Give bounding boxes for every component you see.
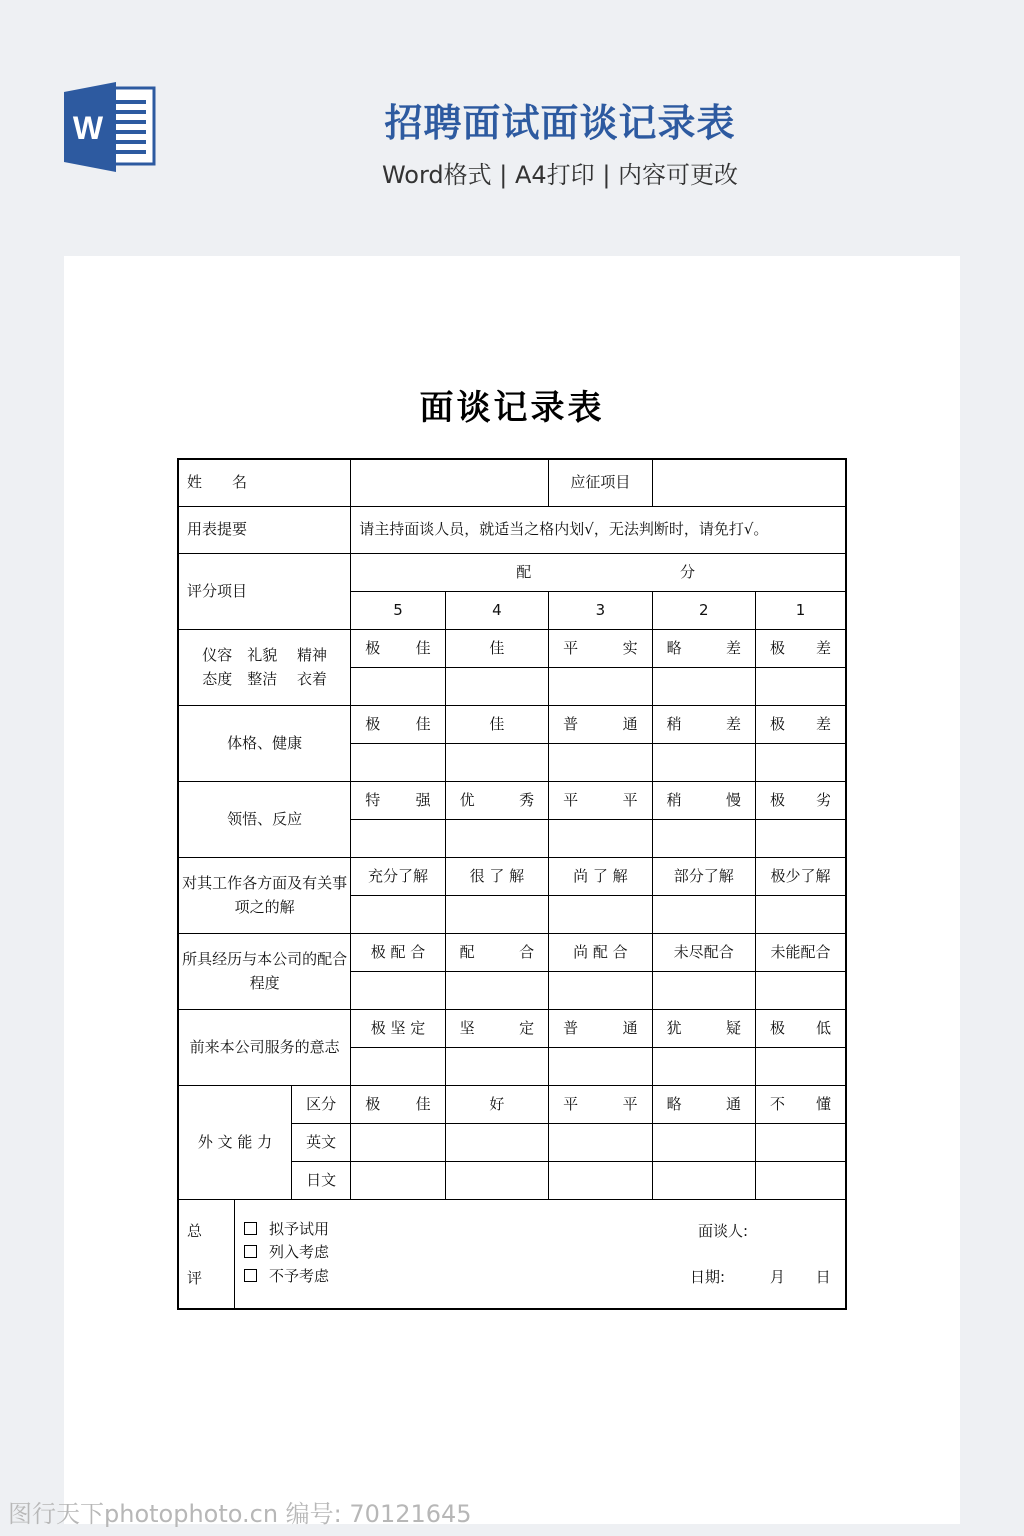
criterion-level	[351, 1010, 445, 1048]
rating-cell[interactable]	[445, 1048, 548, 1086]
rating-cell[interactable]	[756, 972, 846, 1010]
level-char: 合	[519, 942, 535, 961]
level-char: 差	[815, 638, 831, 657]
rating-cell[interactable]	[351, 1162, 445, 1200]
level-char: 特	[365, 790, 381, 809]
document-page	[64, 256, 960, 1524]
level-char: 劣	[815, 790, 831, 809]
rating-cell[interactable]	[549, 896, 652, 934]
rating-cell[interactable]	[549, 668, 652, 706]
level-char: 慢	[726, 790, 742, 809]
eval-label: 评分项目	[178, 554, 351, 630]
summary-label-cell	[179, 1200, 235, 1308]
rating-cell[interactable]	[756, 1048, 846, 1086]
rating-cell[interactable]	[351, 972, 445, 1010]
score-1: 1	[756, 592, 846, 630]
svg-text:W: W	[72, 110, 104, 146]
language-level	[351, 1086, 445, 1124]
level-char: 实	[622, 638, 638, 657]
criterion-label: 前来本公司服务的意志	[178, 1010, 351, 1086]
option-label: 不予考虑	[269, 1266, 330, 1285]
score-2: 2	[652, 592, 755, 630]
level-char: 定	[519, 1018, 535, 1037]
summary-content	[234, 1200, 845, 1308]
score-header	[351, 554, 846, 592]
option-trial[interactable]	[244, 1218, 329, 1241]
position-label: 应征项目	[549, 459, 652, 507]
rating-cell[interactable]	[652, 972, 755, 1010]
language-level	[756, 1086, 846, 1124]
level-char: 极	[365, 1094, 381, 1113]
rating-cell[interactable]	[351, 744, 445, 782]
language-label: 外 文 能 力	[178, 1086, 292, 1200]
level-char: 普	[563, 714, 579, 733]
criterion-level	[549, 934, 652, 972]
interviewer-label: 面谈人:	[698, 1222, 749, 1240]
rating-cell[interactable]	[652, 820, 755, 858]
option-label: 列入考虑	[269, 1243, 330, 1262]
criterion-level	[445, 706, 548, 744]
rating-cell[interactable]	[652, 1162, 755, 1200]
rating-cell[interactable]	[549, 1124, 652, 1162]
interview-form-table	[177, 458, 847, 1310]
level-char: 普	[563, 1018, 579, 1037]
level-char: 差	[815, 714, 831, 733]
criterion-level	[445, 1010, 548, 1048]
level-text: 好	[489, 1094, 505, 1113]
level-char: 通	[726, 1094, 742, 1113]
rating-cell[interactable]	[756, 1162, 846, 1200]
level-char: 平	[622, 790, 638, 809]
score-header-char: 配	[516, 562, 532, 581]
language-english-label: 英文	[292, 1124, 351, 1162]
level-char: 差	[726, 714, 742, 733]
level-text: 佳	[489, 714, 505, 733]
criterion-level	[652, 858, 755, 896]
level-char: 犹	[666, 1018, 682, 1037]
rating-cell[interactable]	[549, 972, 652, 1010]
criterion-level	[445, 630, 548, 668]
rating-cell[interactable]	[549, 1162, 652, 1200]
level-char: 差	[726, 638, 742, 657]
criterion-level	[445, 934, 548, 972]
level-text: 未能配合	[770, 942, 831, 961]
criterion-label: 仪容 礼貌 精神 态度 整洁 衣着	[178, 630, 351, 706]
criterion-level	[652, 1010, 755, 1048]
language-japanese-label: 日文	[292, 1162, 351, 1200]
score-4: 4	[445, 592, 548, 630]
level-char: 不	[770, 1094, 786, 1113]
level-char: 低	[815, 1018, 831, 1037]
level-char: 平	[563, 638, 579, 657]
position-field[interactable]	[652, 459, 846, 507]
criterion-level	[756, 782, 846, 820]
level-text: 很 了 解	[469, 866, 525, 885]
level-text: 未尽配合	[673, 942, 734, 961]
score-5: 5	[351, 592, 445, 630]
summary-label-top: 总	[187, 1222, 203, 1240]
rating-cell[interactable]	[445, 1162, 548, 1200]
rating-cell[interactable]	[652, 1124, 755, 1162]
level-char: 通	[622, 714, 638, 733]
level-char: 佳	[415, 1094, 431, 1113]
criterion-level	[756, 706, 846, 744]
rating-cell[interactable]	[351, 820, 445, 858]
instruction-label: 用表提要	[178, 507, 351, 554]
level-text: 极少了解	[770, 866, 831, 885]
level-char: 配	[459, 942, 475, 961]
rating-cell[interactable]	[549, 1048, 652, 1086]
score-header-char: 分	[679, 562, 695, 581]
rating-cell[interactable]	[445, 972, 548, 1010]
date-line	[690, 1266, 831, 1289]
criterion-level	[351, 782, 445, 820]
language-level	[549, 1086, 652, 1124]
date-label: 日期:	[690, 1268, 726, 1286]
level-text: 极 坚 定	[370, 1018, 426, 1037]
level-char: 极	[770, 714, 786, 733]
criterion-level	[351, 706, 445, 744]
level-char: 极	[770, 638, 786, 657]
rating-cell[interactable]	[549, 820, 652, 858]
level-char: 优	[459, 790, 475, 809]
criterion-label: 领悟、反应	[178, 782, 351, 858]
level-text: 尚 配 合	[573, 942, 628, 961]
level-char: 极	[770, 1018, 786, 1037]
rating-cell[interactable]	[756, 896, 846, 934]
criterion-level	[549, 858, 652, 896]
criterion-level	[652, 630, 755, 668]
page-title: 招聘面试面谈记录表	[384, 101, 736, 145]
level-char: 稍	[666, 714, 682, 733]
level-text: 充分了解	[367, 866, 428, 885]
criterion-label: 所具经历与本公司的配合程度	[178, 934, 351, 1010]
rating-cell[interactable]	[445, 1124, 548, 1162]
day-label: 日	[815, 1268, 831, 1286]
rating-cell[interactable]	[351, 668, 445, 706]
level-char: 懂	[815, 1094, 831, 1113]
criterion-label: 对其工作各方面及有关事项之的解	[178, 858, 351, 934]
summary-label-bottom: 评	[187, 1269, 203, 1287]
checkbox-icon[interactable]	[244, 1222, 257, 1235]
level-text: 极 配 合	[370, 942, 426, 961]
criterion-level	[756, 630, 846, 668]
criterion-level	[652, 934, 755, 972]
criterion-level	[549, 706, 652, 744]
rating-cell[interactable]	[445, 744, 548, 782]
rating-cell[interactable]	[445, 820, 548, 858]
criterion-level	[652, 782, 755, 820]
level-char: 坚	[459, 1018, 475, 1037]
option-label: 拟予试用	[269, 1220, 330, 1238]
level-text: 部分了解	[673, 866, 734, 885]
criterion-label: 体格、健康	[178, 706, 351, 782]
rating-cell[interactable]	[445, 668, 548, 706]
level-text: 尚 了 解	[573, 866, 628, 885]
rating-cell[interactable]	[445, 896, 548, 934]
document-title: 面谈记录表	[419, 388, 605, 428]
level-char: 平	[563, 790, 579, 809]
rating-cell[interactable]	[351, 1124, 445, 1162]
month-label: 月	[769, 1268, 785, 1286]
level-char: 略	[666, 638, 682, 657]
rating-cell[interactable]	[351, 1048, 445, 1086]
level-char: 强	[415, 790, 431, 809]
criterion-level	[652, 706, 755, 744]
checkbox-icon[interactable]	[244, 1245, 257, 1258]
level-text: 佳	[489, 638, 505, 657]
level-char: 通	[622, 1018, 638, 1037]
score-3: 3	[549, 592, 652, 630]
criterion-level	[756, 858, 846, 896]
option-consider[interactable]	[244, 1241, 329, 1264]
rating-cell[interactable]	[652, 1048, 755, 1086]
rating-cell[interactable]	[549, 744, 652, 782]
summary-row	[178, 1200, 846, 1310]
rating-cell[interactable]	[652, 744, 755, 782]
name-label: 姓 名	[178, 459, 351, 507]
checkbox-icon[interactable]	[244, 1269, 257, 1282]
instruction-text: 请主持面谈人员，就适当之格内划√，无法判断时，请免打√。	[351, 507, 846, 554]
criterion-level	[445, 782, 548, 820]
rating-cell[interactable]	[756, 668, 846, 706]
page-subtitle: Word格式 | A4打印 | 内容可更改	[381, 161, 739, 189]
name-field[interactable]	[351, 459, 549, 507]
level-char: 极	[770, 790, 786, 809]
level-char: 稍	[666, 790, 682, 809]
rating-cell[interactable]	[652, 896, 755, 934]
criterion-level	[549, 630, 652, 668]
level-char: 佳	[415, 714, 431, 733]
level-char: 略	[666, 1094, 682, 1113]
rating-cell[interactable]	[756, 744, 846, 782]
summary-options	[244, 1218, 329, 1288]
criterion-level	[549, 1010, 652, 1048]
level-char: 极	[365, 714, 381, 733]
rating-cell[interactable]	[756, 820, 846, 858]
rating-cell[interactable]	[351, 896, 445, 934]
rating-cell[interactable]	[756, 1124, 846, 1162]
criterion-level	[351, 858, 445, 896]
language-grade-label: 区分	[292, 1086, 351, 1124]
criterion-level	[756, 934, 846, 972]
level-char: 极	[365, 638, 381, 657]
language-level	[652, 1086, 755, 1124]
criterion-level	[351, 630, 445, 668]
criterion-level	[549, 782, 652, 820]
criterion-level	[756, 1010, 846, 1048]
level-char: 平	[622, 1094, 638, 1113]
criterion-level	[445, 858, 548, 896]
word-icon	[64, 82, 156, 172]
level-char: 疑	[726, 1018, 742, 1037]
option-reject[interactable]	[244, 1265, 329, 1288]
rating-cell[interactable]	[652, 668, 755, 706]
level-char: 佳	[415, 638, 431, 657]
criterion-level	[351, 934, 445, 972]
watermark: 图行天下photophoto.cn 编号: 70121645	[8, 1500, 472, 1528]
language-level	[445, 1086, 548, 1124]
level-char: 秀	[519, 790, 535, 809]
level-char: 平	[563, 1094, 579, 1113]
